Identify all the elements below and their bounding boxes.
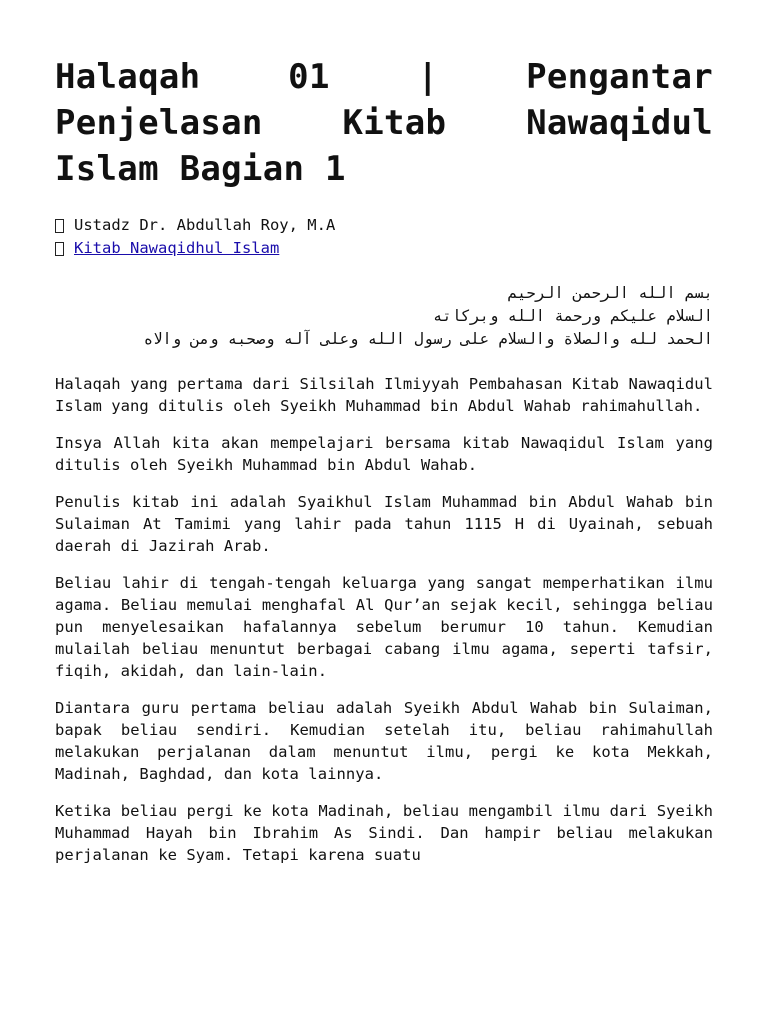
box-glyph-icon: [55, 219, 64, 233]
book-link[interactable]: Kitab Nawaqidhul Islam: [74, 239, 280, 257]
box-glyph-icon: [55, 242, 64, 256]
paragraph: Beliau lahir di tengah-tengah keluarga yang sangat memperhatikan ilmu agama. Beliau memulai menghafal Al Qur’an sejak kecil, sehingga beliau pun menyelesaikan hafalannya sebelum berumur 10 tahun. Kemudian mulailah beliau menuntut berbagai cabang ilmu agama, seperti tafsir, fiqih, akidah, dan lain-lain.: [55, 574, 713, 680]
arabic-line-basmalah: بسم الله الرحمن الرحيم: [507, 284, 713, 302]
article-title: Halaqah 01 | Pengantar Penjelasan Kitab Nawaqidul Islam Bagian 1: [55, 57, 713, 189]
book-line: [55, 237, 713, 260]
arabic-line-hamdalah: الحمد لله والصلاة والسلام على رسول الله وعلى آله وصحبه ومن والاه: [143, 330, 713, 348]
paragraph: Penulis kitab ini adalah Syaikhul Islam Muhammad bin Abdul Wahab bin Sulaiman At Tamimi yang lahir pada tahun 1115 H di Uyainah, sebuah daerah di Jazirah Arab.: [55, 493, 713, 555]
paragraph: Ketika beliau pergi ke kota Madinah, beliau mengambil ilmu dari Syeikh Muhammad Hayah bin Ibrahim As Sindi. Dan hampir beliau melakukan perjalanan ke Syam. Tetapi karena suatu: [55, 802, 713, 864]
article-body: [55, 373, 713, 866]
article: [55, 54, 713, 881]
paragraph: Insya Allah kita akan mempelajari bersama kitab Nawaqidul Islam yang ditulis oleh Syeikh Muhammad bin Abdul Wahab.: [55, 434, 713, 474]
author-name: Ustadz Dr. Abdullah Roy, M.A: [74, 216, 336, 234]
article-meta: [55, 214, 713, 260]
arabic-line-salam: السلام عليكم ورحمة الله وبركاته: [433, 307, 713, 325]
paragraph: Halaqah yang pertama dari Silsilah Ilmiyyah Pembahasan Kitab Nawaqidul Islam yang ditulis oleh Syeikh Muhammad bin Abdul Wahab rahimahullah.: [55, 375, 713, 415]
arabic-opening: [55, 282, 713, 351]
author-line: [55, 214, 713, 237]
paragraph: Diantara guru pertama beliau adalah Syeikh Abdul Wahab bin Sulaiman, bapak beliau sendiri. Kemudian setelah itu, beliau rahimahullah melakukan perjalanan dalam menuntut ilmu, pergi ke kota Mekkah, Madinah, Baghdad, dan kota lainnya.: [55, 699, 713, 783]
